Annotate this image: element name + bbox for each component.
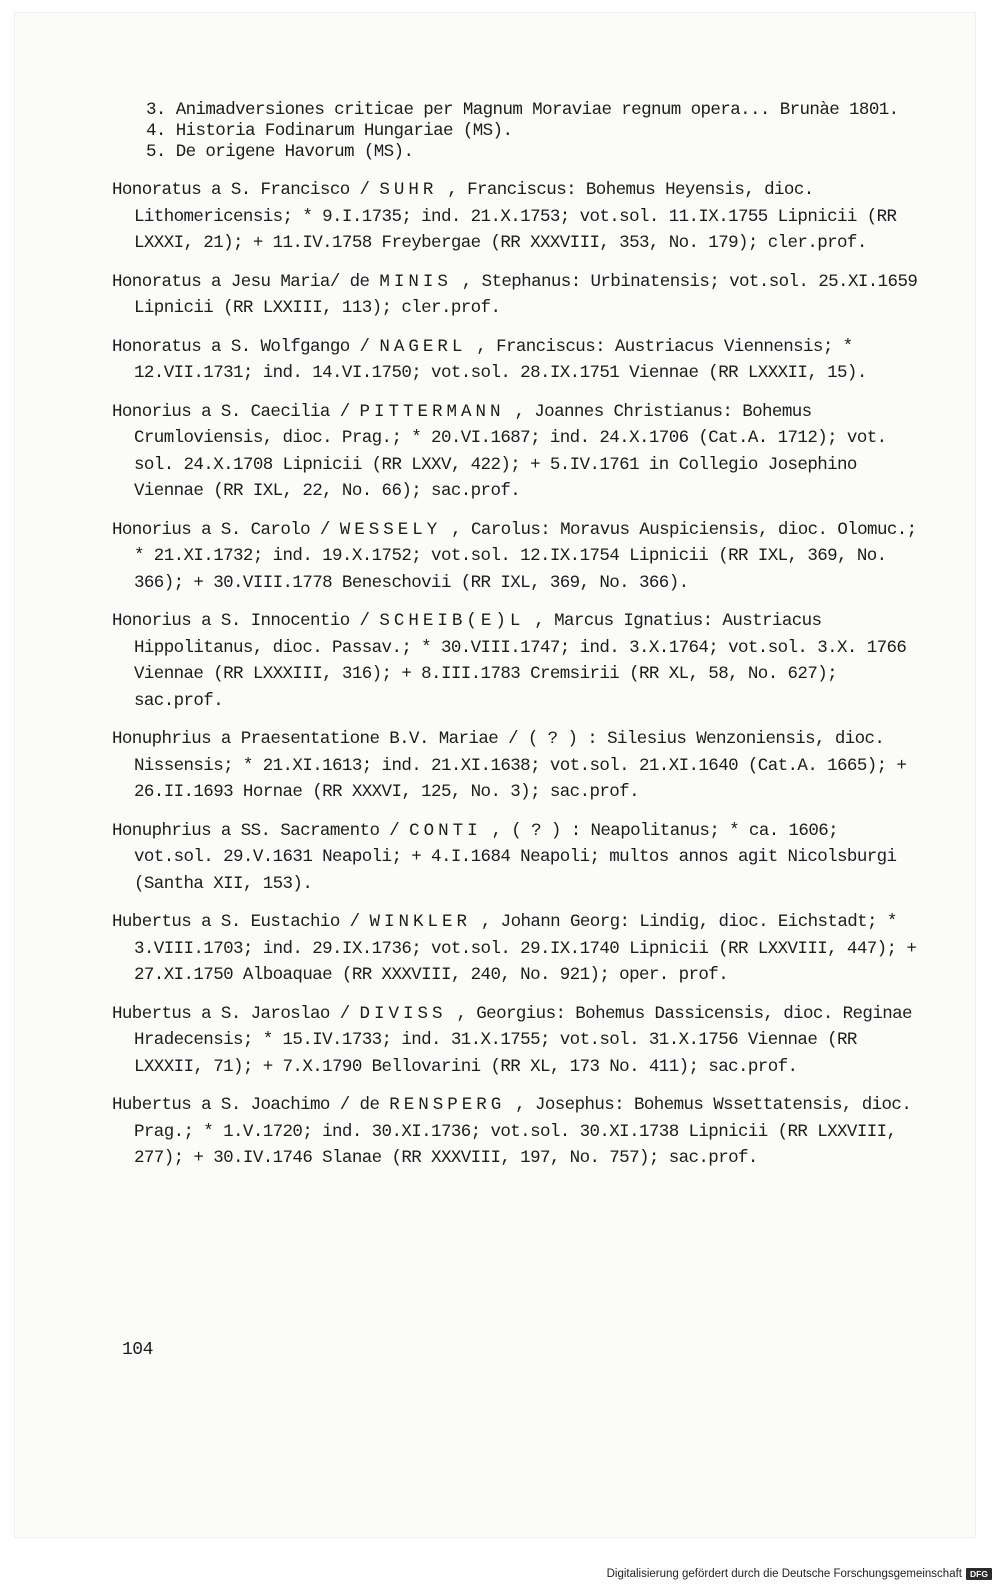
page-number: 104	[122, 1340, 153, 1360]
dfg-logo-icon: DFG	[966, 1568, 992, 1580]
entry-body: , Johann Georg: Lindig, dioc. Eichstadt; * 3.VIII.1703; ind. 29.IX.1736; vot.sol. 29.IX.1740 Lipnicii (RR LXXVIII, 447); + 27.XI.1750 Alboaquae (RR XXXVIII, 240, No. 921); oper. prof.	[134, 912, 917, 985]
entry-head: Hubertus a S. Eustachio /	[112, 912, 370, 932]
register-entry	[112, 177, 922, 257]
entry-surname: PITTERMANN	[359, 401, 505, 422]
register-entry	[112, 1001, 922, 1081]
register-entry	[112, 909, 922, 989]
entry-body: , Marcus Ignatius: Austriacus Hippolitanus, dioc. Passav.; * 30.VIII.1747; ind. 3.X.1764; vot.sol. 3.X. 1766 Viennae (RR LXXXIII, 316); + 8.III.1783 Cremsirii (RR XL, 58, No. 627); sac.prof.	[134, 611, 907, 711]
entry-head: Honuphrius a Praesentatione B.V. Mariae /	[112, 729, 528, 749]
entry-body: , Carolus: Moravus Auspiciensis, dioc. Olomuc.; * 21.XI.1732; ind. 19.X.1752; vot.sol. 12.IX.1754 Lipnicii (RR IXL, 369, No. 366); + 30.VIII.1778 Beneschovii (RR IXL, 369, No. 366).	[134, 519, 917, 593]
digitization-credit	[607, 1568, 992, 1580]
entry-body: , Franciscus: Austriacus Viennensis; * 12.VII.1731; ind. 14.VI.1750; vot.sol. 28.IX.1751 Viennae (RR LXXXII, 15).	[134, 336, 867, 383]
list-item: 5. De origene Havorum (MS).	[146, 142, 414, 162]
register-entry	[112, 726, 922, 806]
entry-head: Honoratus a S. Wolfgango /	[112, 336, 380, 357]
entry-head: Honoratus a Jesu Maria/ de	[112, 271, 380, 292]
entry-body: , Stephanus: Urbinatensis; vot.sol. 25.XI.1659 Lipnicii (RR LXXIII, 113); cler.prof.	[134, 271, 918, 318]
entry-surname: WINKLER	[369, 912, 471, 932]
entry-surname: CONTI	[409, 820, 482, 841]
entry-head: Honoratus a S. Francisco /	[112, 180, 380, 200]
entry-head: Honorius a S. Innocentio /	[112, 611, 380, 631]
entry-body: ( ? ) : Silesius Wenzoniensis, dioc. Nissensis; * 21.XI.1613; ind. 21.XI.1638; vot.sol. 21.XI.1640 (Cat.A. 1665); + 26.II.1693 Hornae (RR XXXVI, 125, No. 3); sac.prof.	[134, 729, 907, 802]
entry-surname: NAGERL	[379, 336, 467, 357]
register-entry	[112, 608, 922, 714]
entry-head: Honuphrius a SS. Sacramento /	[112, 820, 410, 841]
entry-surname: DIVISS	[359, 1003, 447, 1024]
entry-head: Honorius a S. Caecilia /	[112, 401, 360, 422]
credit-text: Digitalisierung gefördert durch die Deutsche Forschungsgemeinschaft	[606, 1568, 962, 1580]
register-entry	[112, 517, 922, 597]
entry-head: Honorius a S. Carolo /	[112, 519, 340, 540]
page-text	[112, 100, 922, 1184]
entry-surname: MINIS	[379, 271, 452, 292]
list-item: 4. Historia Fodinarum Hungariae (MS).	[146, 121, 513, 141]
list-item: 3. Animadversiones criticae per Magnum Moraviae regnum opera... Brunàe 1801.	[146, 100, 899, 120]
entry-body: , Franciscus: Bohemus Heyensis, dioc. Lithomericensis; * 9.I.1735; ind. 21.X.1753; vot.sol. 11.IX.1755 Lipnicii (RR LXXXI, 21); + 11.IV.1758 Freybergae (RR XXXVIII, 353, No. 179); cler.prof.	[134, 180, 897, 253]
entry-surname: SCHEIB(E)L	[379, 611, 525, 631]
register-entry	[112, 269, 922, 322]
entry-surname: RENSPERG	[389, 1095, 506, 1115]
register-entry	[112, 334, 922, 387]
entry-body: , ( ? ) : Neapolitanus; * ca. 1606; vot.sol. 29.V.1631 Neapoli; + 4.I.1684 Neapoli; multos annos agit Nicolsburgi (Santha XII, 153).	[134, 820, 897, 894]
entry-body: , Georgius: Bohemus Dassicensis, dioc. Reginae Hradecensis; * 15.IV.1733; ind. 31.X.1755; vot.sol. 31.X.1756 Viennae (RR LXXXII, 71); + 7.X.1790 Bellovarini (RR XL, 173 No. 411); sac.prof.	[134, 1003, 912, 1077]
entry-body: , Joannes Christianus: Bohemus Crumloviensis, dioc. Prag.; * 20.VI.1687; ind. 24.X.1706 (Cat.A. 1712); vot. sol. 24.X.1708 Lipnicii (RR LXXV, 422); + 5.IV.1761 in Collegio Josephino Viennae (RR IXL, 22, No. 66); sac.prof.	[134, 401, 887, 501]
register-entry	[112, 818, 922, 898]
numbered-list	[112, 100, 922, 163]
entry-surname: WESSELY	[339, 519, 442, 540]
entry-head: Hubertus a S. Joachimo / de	[112, 1095, 390, 1115]
entry-body: , Josephus: Bohemus Wssettatensis, dioc. Prag.; * 1.V.1720; ind. 30.XI.1736; vot.sol. 30.XI.1738 Lipnicii (RR LXXVIII, 277); + 30.IV.1746 Slanae (RR XXXVIII, 197, No. 757); sac.prof.	[134, 1095, 912, 1168]
register-entry	[112, 399, 922, 505]
entry-surname: SUHR	[379, 180, 438, 200]
entry-head: Hubertus a S. Jaroslao /	[112, 1003, 360, 1024]
register-entry	[112, 1092, 922, 1172]
